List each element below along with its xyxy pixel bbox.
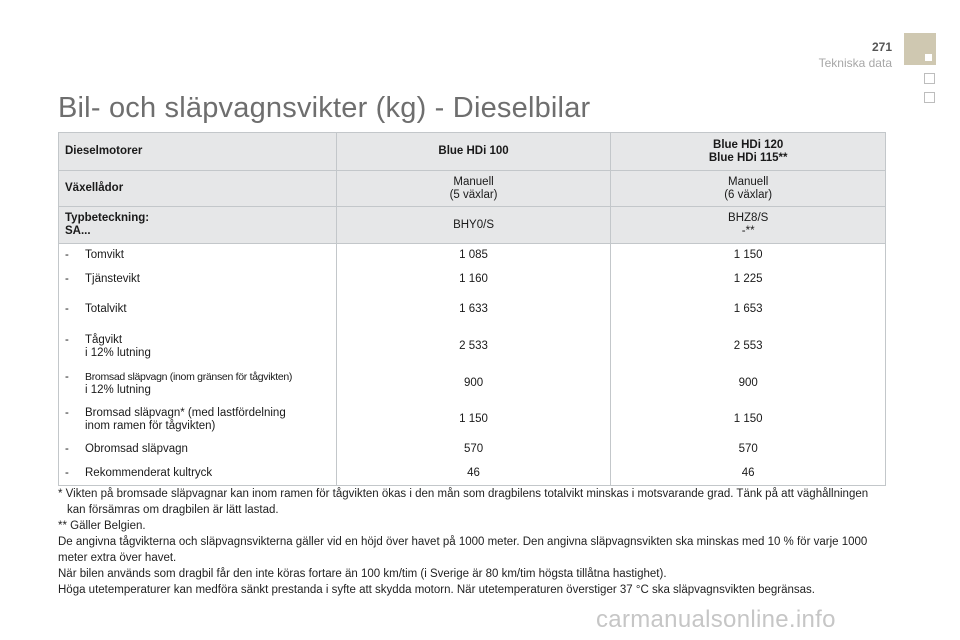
row-label	[59, 366, 337, 402]
table-cell: 1 150	[611, 244, 886, 268]
table-row	[59, 268, 886, 292]
table-row	[59, 328, 886, 366]
note-temperature: Höga utetemperaturer kan medföra sänkt prestanda i syfte att skydda motorn. När utetemperaturen överstiger 37 °C ska släpvagnsvikten begränsas.	[58, 584, 815, 596]
header-line: (6 växlar)	[724, 188, 773, 201]
row-label-text: i 12% lutning	[85, 383, 151, 396]
section-tab[interactable]	[924, 92, 935, 103]
table-cell: 1 160	[336, 268, 611, 292]
table-cell: 1 653	[611, 292, 886, 328]
row-label-text: Bromsad släpvagn (inom gränsen för tågvikten)	[85, 370, 293, 383]
header-cell	[336, 171, 611, 207]
table-cell: 1 633	[336, 292, 611, 328]
header-line: Typbeteckning:	[65, 212, 150, 224]
row-label	[59, 462, 337, 486]
table-cell: 46	[336, 462, 611, 486]
header-label	[59, 207, 337, 244]
header-label: Dieselmotorer	[59, 133, 337, 171]
row-label-text: Tågvikt	[85, 333, 123, 346]
header-line: Blue HDi 115**	[708, 151, 788, 164]
bullet-dash: -	[65, 466, 69, 479]
table-row	[59, 402, 886, 438]
table-cell: 900	[336, 366, 611, 402]
table-cell: 570	[336, 438, 611, 462]
table-cell: 1 225	[611, 268, 886, 292]
row-label-text: Obromsad släpvagn	[85, 443, 188, 455]
page-title: Bil- och släpvagnsvikter (kg) - Dieselbilar	[58, 92, 591, 124]
section-tab-active[interactable]	[904, 33, 936, 65]
row-label	[59, 328, 337, 366]
table-row	[59, 292, 886, 328]
table-cell: 46	[611, 462, 886, 486]
header-cell: BHY0/S	[336, 207, 611, 244]
header-cell	[611, 133, 886, 171]
header-line: -**	[741, 225, 755, 237]
bullet-dash: -	[65, 370, 69, 383]
section-tab[interactable]	[924, 73, 935, 84]
row-label-text: i 12% lutning	[85, 346, 151, 359]
header-line: Blue HDi 120	[713, 138, 784, 151]
table-cell: 1 150	[336, 402, 611, 438]
bullet-dash: -	[65, 273, 69, 285]
table-row	[59, 366, 886, 402]
header-label: Växellådor	[59, 171, 337, 207]
row-label	[59, 268, 337, 292]
table-cell: 2 533	[336, 328, 611, 366]
row-label-text: inom ramen för tågvikten)	[85, 419, 216, 432]
row-label	[59, 244, 337, 268]
page-number: 271	[871, 40, 892, 54]
row-label	[59, 402, 337, 438]
footnote-double-star: ** Gäller Belgien.	[58, 520, 146, 532]
table-cell: 1 150	[611, 402, 886, 438]
row-label-text: Tomvikt	[85, 249, 124, 262]
row-label-text: Totalvikt	[85, 303, 127, 315]
row-label-text: Rekommenderat kultryck	[85, 466, 213, 479]
footnote-star: * Vikten på bromsade släpvagnar kan inom ramen för tågvikten ökas i den mån som dragbilens totalvikt minskas i motsvarande grad. Tänk på att väghållningen kan försämras om dragbilen är lätt lastad.	[58, 488, 869, 516]
table-header-row	[59, 171, 886, 207]
table-cell: 570	[611, 438, 886, 462]
table-row	[59, 438, 886, 462]
header-cell: Blue HDi 100	[336, 133, 611, 171]
table-header-row	[59, 133, 886, 171]
table-cell: 2 553	[611, 328, 886, 366]
row-label	[59, 438, 337, 462]
bullet-dash: -	[65, 443, 69, 455]
footnotes	[58, 486, 888, 598]
header-line: (5 växlar)	[449, 188, 498, 201]
table-row	[59, 244, 886, 268]
header-cell	[611, 171, 886, 207]
header-cell	[611, 207, 886, 244]
row-label	[59, 292, 337, 328]
table-row	[59, 462, 886, 486]
bullet-dash: -	[65, 249, 69, 262]
note-speed: När bilen används som dragbil får den inte köras fortare än 100 km/tim (i Sverige är 80 km/tim högsta tillåtna hastighet).	[58, 568, 667, 580]
watermark: carmanualsonline.info	[596, 606, 836, 633]
header-line: BHZ8/S	[728, 212, 769, 224]
row-label-text: Bromsad släpvagn* (med lastfördelning	[85, 406, 286, 419]
weights-table	[58, 132, 886, 486]
bullet-dash: -	[65, 406, 69, 419]
bullet-dash: -	[65, 333, 69, 346]
bullet-dash: -	[65, 303, 69, 315]
row-label-text: Tjänstevikt	[85, 273, 140, 285]
table-cell: 1 085	[336, 244, 611, 268]
table-header-row	[59, 207, 886, 244]
header-line: SA...	[65, 225, 91, 237]
note-altitude: De angivna tågvikterna och släpvagnsvikterna gäller vid en höjd över havet på 1000 meter. Den angivna släpvagnsvikten ska minskas med 10 % för varje 1000 meter extra över havet.	[58, 536, 868, 564]
section-title: Tekniska data	[818, 56, 892, 70]
header-line: Manuell	[453, 175, 494, 188]
tab-marker	[925, 54, 932, 61]
table-cell: 900	[611, 366, 886, 402]
header-line: Manuell	[728, 175, 769, 188]
